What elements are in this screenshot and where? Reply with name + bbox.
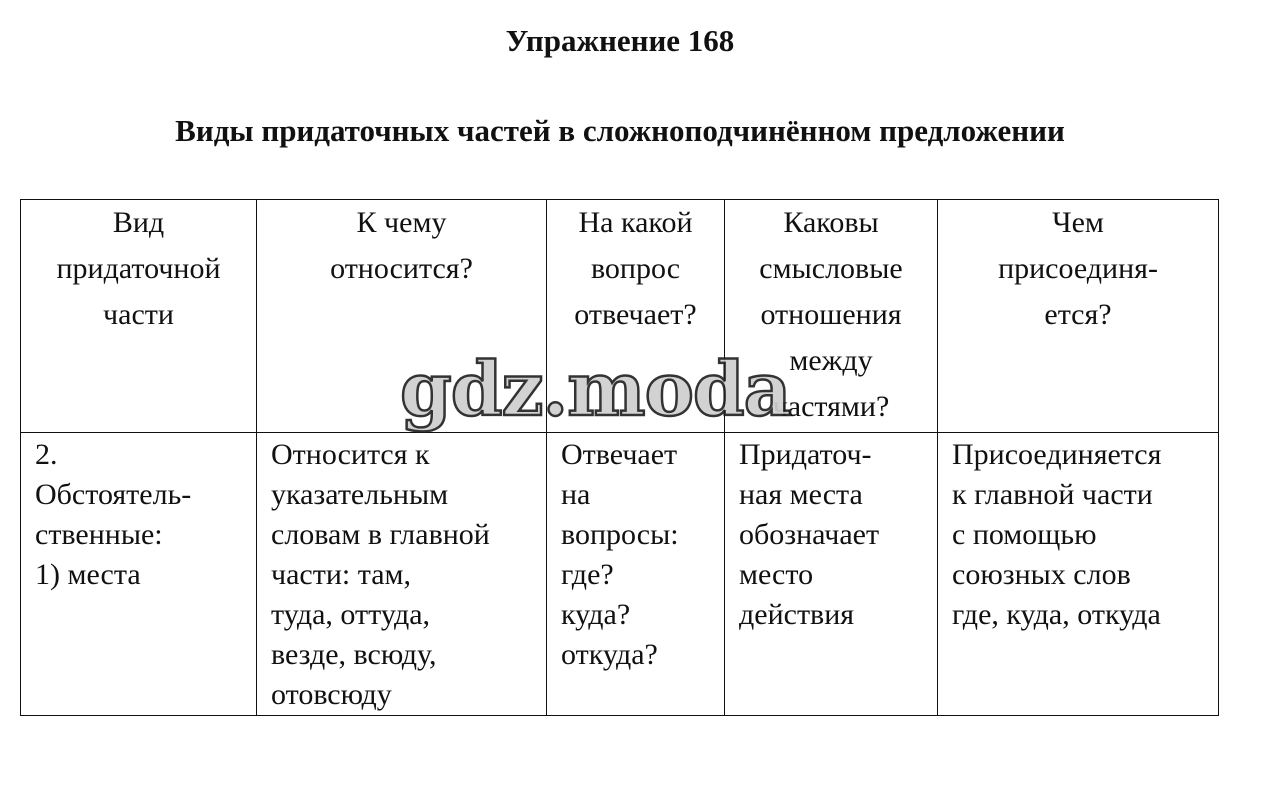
header-cell-relates-to [257, 200, 547, 433]
header-clause-type-text: Вид придаточной части [56, 206, 221, 331]
cell-connection-text: Присоединяется к главной части с помощью союзных слов где, куда, откуда [952, 438, 1162, 631]
cell-meaning [725, 433, 938, 716]
cell-connection [938, 433, 1219, 716]
table-title: Виды придаточных частей в сложноподчинённом предложении [175, 113, 1065, 148]
cell-question-text: Отвечает на вопросы: где? куда? откуда? [561, 438, 679, 671]
exercise-title: Упражнение 168 [505, 23, 735, 58]
header-question-text: На какой вопрос отвечает? [574, 206, 697, 331]
header-cell-question [547, 200, 725, 433]
header-cell-meaning [725, 200, 938, 433]
cell-meaning-text: Придаточ- ная места обозначает место действия [739, 438, 880, 631]
header-connection-text: Чем присоединя- ется? [998, 206, 1158, 331]
header-cell-clause-type [21, 200, 257, 433]
cell-question [547, 433, 725, 716]
cell-relates-to [257, 433, 547, 716]
header-relates-to-text: К чему относится? [330, 206, 473, 285]
watermark: gdz.moda [400, 347, 791, 433]
table-row [21, 433, 1219, 716]
cell-clause-type-text: 2. Обстоятель- ственные: 1) места [35, 438, 192, 591]
cell-clause-type [21, 433, 257, 716]
header-meaning-text: Каковы смысловые отношения между частями? [759, 206, 903, 423]
table-header-row [21, 200, 1219, 433]
header-cell-connection [938, 200, 1219, 433]
subordinate-clauses-table [20, 199, 1219, 716]
cell-relates-to-text: Относится к указательным словам в главной части: там, туда, оттуда, везде, всюду, отовсюду [271, 438, 490, 711]
